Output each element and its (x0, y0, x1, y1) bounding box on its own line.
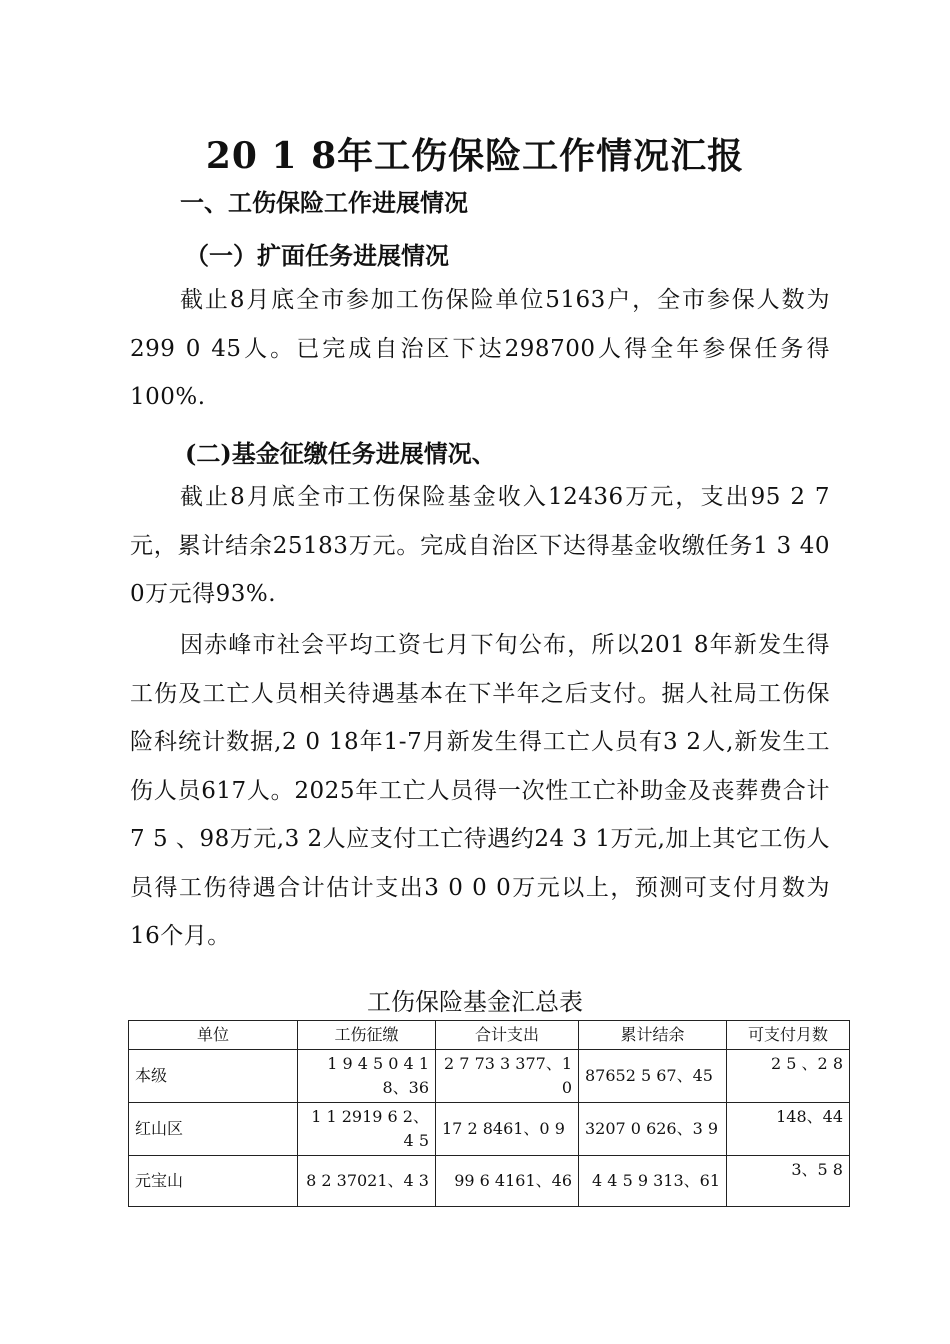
subsection-heading-2: (二)基金征缴任务进展情况、 (185, 439, 496, 468)
cell-expenditure: 2 7 73 3 377、10 (436, 1050, 579, 1103)
cell-collection: 1 9 4 5 0 4 18、36 (298, 1050, 436, 1103)
cell-expenditure: 17 2 8461、0 9 (436, 1103, 579, 1156)
header-expenditure: 合计支出 (436, 1021, 579, 1050)
cell-expenditure: 99 6 4161、46 (436, 1156, 579, 1207)
section-heading: 一、工伤保险工作进展情况 (180, 188, 468, 217)
table-row (129, 1050, 850, 1103)
cell-months: 148、44 (727, 1103, 850, 1156)
table-caption: 工伤保险基金汇总表 (367, 988, 583, 1016)
header-collection: 工伤征缴 (298, 1021, 436, 1050)
paragraph-3: 因赤峰市社会平均工资七月下旬公布，所以201 8年新发生得工伤及工亡人员相关待遇基本在下半年之后支付。据人社局工伤保险科统计数据,2 0 18年1-7月新发生得工亡人员有3 2人,新发生工伤人员617人。2025年工亡人员得一次性工亡补助金及丧葬费合计7 5 、98万元,3 2人应支付工亡待遇约24 3 1万元,加上其它工伤人员得工伤待遇合计估计支出3 0 0 0万元以上，预测可支付月数为16个月。 (130, 632, 830, 949)
header-balance: 累计结余 (579, 1021, 727, 1050)
cell-unit: 本级 (129, 1050, 298, 1103)
paragraph-2: 截止8月底全市工伤保险基金收入12436万元，支出95 2 7元，累计结余25183万元。完成自治区下达得基金收缴任务1 3 40 0万元得93%. (130, 484, 830, 607)
fund-summary-table (128, 1020, 850, 1207)
cell-collection: 8 2 37021、4 3 (298, 1156, 436, 1207)
cell-balance: 4 4 5 9 313、61 (579, 1156, 727, 1207)
header-months: 可支付月数 (727, 1021, 850, 1050)
cell-unit: 红山区 (129, 1103, 298, 1156)
paragraph-1: 截止8月底全市参加工伤保险单位5163户，全市参保人数为299 0 45人。已完成自治区下达298700人得全年参保任务得100%. (130, 287, 830, 410)
subsection-heading-1: （一）扩面任务进展情况 (185, 241, 449, 270)
cell-collection: 1 1 2919 6 2、4 5 (298, 1103, 436, 1156)
document-title: 20 1 8年工伤保险工作情况汇报 (205, 135, 745, 177)
cell-months: 3、5 8 (727, 1156, 850, 1207)
cell-months: 2 5 、2 8 (727, 1050, 850, 1103)
table-header-row (129, 1021, 850, 1050)
cell-unit: 元宝山 (129, 1156, 298, 1207)
cell-balance: 87652 5 67、45 (579, 1050, 727, 1103)
table-row (129, 1103, 850, 1156)
table-row (129, 1156, 850, 1207)
header-unit: 单位 (129, 1021, 298, 1050)
cell-balance: 3207 0 626、3 9 (579, 1103, 727, 1156)
